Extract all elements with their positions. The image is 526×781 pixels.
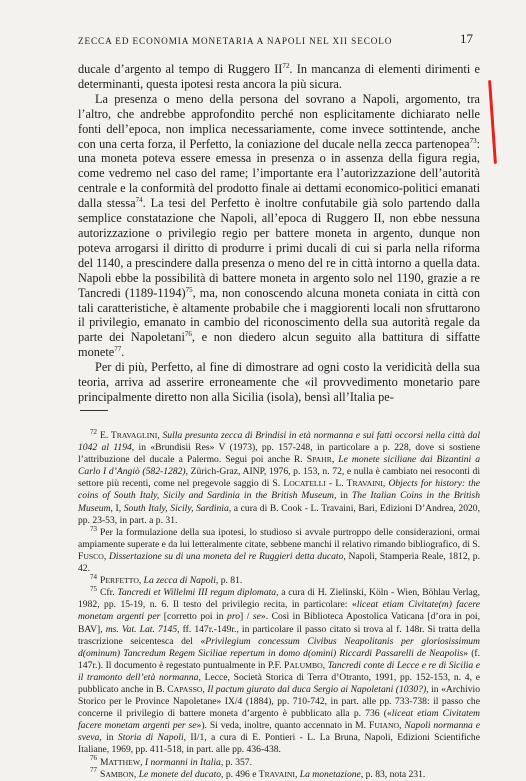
smallcaps-text: OCATELLI: [289, 479, 326, 489]
footnote-number: 73: [90, 524, 97, 533]
italic-text: liceat etiam Civitatem facere monetam argenti per se: [78, 708, 480, 732]
paragraph: [78, 92, 480, 360]
red-margin-mark: [488, 80, 497, 164]
page-number: 17: [460, 31, 473, 46]
text-run: . La tesi del Perfetto è inoltre confutabile già solo partendo dalla semplice constatazione che Napoli, all’epoca di Ruggero II, non ebbe nessuna autorizzazione o privilegio regio per battere moneta in argento, dunque non poteva arrogarsi il diritto di produrre i primi ducali di cui si parla nella riforma del 1140, a prescindere dalla presenza o meno del re in città intorno a quella data. Napoli ebbe la possibilità di battere moneta in argento solo nel 1190, grazie a re Tancredi (1189-1194): [78, 196, 480, 300]
paragraph: [78, 360, 480, 405]
text-run: P: [100, 575, 106, 587]
italic-text: I normanni in Italia: [144, 756, 221, 768]
text-run: , p. 357.: [220, 756, 252, 768]
italic-text: La monetazione: [299, 768, 361, 780]
footnote-ref: 75: [185, 285, 193, 294]
text-run: , p. 83, nota 231.: [360, 768, 426, 780]
text-run: Per la formulazione della sua ipotesi, lo studioso si avvale purtroppo delle considerazioni, ormai ampiamente superate e da lui letteralmente citate, sebbene manchi il relativo rimando bibliografico, di S. F: [78, 526, 480, 562]
footnote-separator: [80, 410, 108, 411]
text-run: ducale d’argento al tempo di Ruggero II: [78, 62, 283, 76]
text-run: »). Si veda, inoltre, quanto accennato in M. F: [196, 720, 375, 732]
smallcaps-text: USCO: [83, 551, 104, 561]
smallcaps-text: UIANO: [374, 721, 400, 731]
text-run: ,: [138, 575, 144, 587]
footnotes: [78, 427, 481, 781]
text-run: .: [121, 345, 125, 360]
text-run: ,: [294, 768, 300, 780]
italic-text: Tancredi et Willelmi III regum diplomata: [117, 587, 277, 599]
text-run: , Zürich-Graz, AINP, 1976, p. 153, n. 72, e nulla è cambiato nei resoconti di settore più recenti, come nel pregevole saggio di S. L: [78, 466, 480, 490]
text-run: ,: [399, 720, 405, 732]
italic-text: The Italian Coins in the British Museum: [78, 490, 480, 514]
smallcaps-text: ATTHEW: [108, 757, 141, 767]
footnote: [78, 427, 481, 527]
text-run: ,: [140, 756, 145, 768]
italic-text: se: [252, 611, 261, 623]
italic-text: Le monete siciliane dai Bizantini a Carlo I d’Angiò (582-1282): [78, 454, 481, 478]
text-run: , a cura di B. Cook - L. Travaini, Bari, Edizioni D’Andrea, 2020, pp. 23-53, in part. a p. 31.: [78, 502, 480, 526]
text-run: , ma, non conoscendo alcuna moneta coniata in città con tali caratteristiche, è altamente probabile che i maggiorenti locali non sfruttarono il privilegio, emanato in cambio del riconoscimento della sua autorità regale da parte dei Napoletani: [78, 285, 480, 345]
text-run: , p. 496 e T: [221, 768, 265, 780]
italic-text: Dissertazione su di una moneta del re Ruggieri detta ducato: [108, 550, 344, 562]
smallcaps-text: AMBON: [105, 769, 134, 779]
footnote-number: 74: [90, 572, 97, 581]
italic-text: ms. Vat. Lat. 7145: [105, 623, 178, 635]
text-run: , II/1, a cura di E. Pontieri - L. La Bruna, Napoli, Edizioni Scientifiche Italiane, 1969, pp. 411-518, in part. alle pp. 436-438.: [78, 732, 480, 756]
footnote: [78, 572, 480, 587]
footnote-number: 75: [90, 585, 97, 594]
footnote-number: 72: [90, 427, 97, 436]
footnote: [78, 587, 480, 756]
italic-text: La zecca di Napoli: [143, 575, 216, 587]
text-run: ,: [382, 478, 389, 490]
footnote-ref: 76: [184, 330, 192, 339]
text-run: , e non diedero alcun seguito alla battitura di siffatte monete: [78, 330, 481, 360]
text-run: , in: [333, 490, 352, 502]
footnote: [78, 524, 480, 575]
italic-text: Napoli normanna e sveva: [78, 720, 480, 744]
text-run: ,: [202, 683, 208, 695]
italic-text: Privilegium concessum Civibus Neapolitanis per gloriosissimum d(ominum) Tancredum Regem Siciliae repertum in domo d(omini) Riccardi Passarelli de Neapolis: [78, 635, 480, 659]
text-run: ] /: [240, 611, 253, 623]
text-run: ,: [331, 454, 339, 466]
smallcaps-text: RAVAINI: [352, 479, 383, 489]
text-run: , I,: [110, 502, 124, 514]
text-run: , in: [99, 732, 118, 744]
smallcaps-text: ERFETTO: [105, 576, 139, 586]
footnote-ref: 72: [282, 61, 290, 70]
main-text: [78, 62, 480, 405]
text-run: ,: [103, 550, 109, 562]
text-run: M: [100, 756, 109, 768]
text-run: » (f. 147r.). Il documento è regestato puntualmente in P.F. P: [78, 647, 480, 671]
italic-text: South Italy, Sicily, Sardinia: [123, 502, 229, 514]
footnote-number: 77: [90, 766, 97, 775]
text-run: ,: [157, 430, 163, 441]
smallcaps-text: RAVAGLINI: [116, 431, 158, 440]
text-run: - L. T: [325, 478, 353, 490]
text-run: : una moneta poteva essere emessa in presenza o in assenza della figura regia, come vedremo nel caso del rame; l’importante era l’autorizzazione dell’autorità centrale e la conformità del prodotto finale ai dettami economico-politici emanati dalla stessa: [78, 136, 480, 211]
text-run: , p. 81.: [215, 575, 243, 587]
italic-text: Tancredi conte di Lecce e re di Sicilia e il tramonto dell’età normanna: [78, 659, 480, 683]
smallcaps-text: ALUMBO: [289, 660, 323, 670]
paragraph: [78, 62, 480, 92]
footnote-ref: 77: [114, 345, 122, 354]
footnote-ref: 74: [135, 196, 143, 205]
italic-text: Objects for history: the coins of South Italy, Sicily and Sardinia in the British Museum: [78, 478, 480, 502]
footnote-number: 76: [90, 754, 97, 763]
text-run: La presenza o meno della persona del sovrano a Napoli, argomento, tra l’altro, che andrebbe approfondito perché non esplicitamente dichiarato nelle fonti dell’epoca, non implica necessariamente, come invece sottintende, anche con una certa forza, il Perfetto, la coniazione del ducale nella zecca partenopea: [78, 91, 480, 151]
text-run: Per di più, Perfetto, al fine di dimostrare ad ogni costo la veridicità della sua teoria, arriva ad asserire erroneamente che «il provvedimento monetario pare principalmente diretto non alla Sicilia (isola), bensì all’Italia pe-: [78, 360, 480, 404]
smallcaps-text: APASSO: [173, 684, 203, 694]
italic-text: Sulla presunta zecca di Brindisi in età normanna e sui fatti occorsi nella città dal 1042 al 1194: [78, 430, 480, 454]
text-run: . In mancanza di elementi dirimenti e determinanti, questa ipotesi resta ancora la più sicura.: [78, 62, 480, 91]
running-head: ZECCA ED ECONOMIA MONETARIA A NAPOLI NEL XII SECOLO: [78, 36, 393, 46]
text-run: , a cura di H. Zielinski, Köln - Wien, Böhlau Verlag, 1982, pp. 15-19, n. 6. Il testo del privilegio recita, in particolare: «: [78, 587, 480, 611]
text-run: , ff. 147r.-149r., in particolare il passo citato si trova al f. 148r. Si tratta della trascrizione seicentesca del «: [78, 623, 480, 647]
italic-text: Storia di Napoli: [117, 732, 184, 744]
italic-text: Le monete del ducato: [138, 768, 222, 780]
text-run: Cfr.: [100, 587, 118, 599]
smallcaps-text: RAVAINI: [264, 769, 295, 779]
italic-text: liceat etiam Civitate(m) facere monetam argenti per: [78, 599, 480, 623]
text-run: , in «Archivio Storico per le Province Napoletane» IX/4 (1884), pp. 710-742, in part. alle pp. 733-738: il passo che concerne il privilegio di battere moneta d’argento è pubblicato alla p. 736 («: [78, 683, 481, 720]
text-run: E. T: [100, 430, 117, 441]
text-run: , Lecce, Società Storica di Terra d’Otranto, 1991, pp. 152-153, n. 4, e pubblicato anche in B. C: [78, 671, 480, 695]
smallcaps-text: PAHR: [312, 455, 332, 465]
text-run: ,: [322, 659, 328, 671]
footnote: [78, 754, 480, 769]
text-run: , in «Brundisii Res» V (1973), pp. 157-248, in particolare a p. 228, dove si sostiene l’attribuzione del ducale a Palermo. Segui poi anche R. S: [78, 442, 480, 466]
text-run: , Napoli, Stamperia Reale, 1812, p. 42.: [78, 550, 480, 575]
text-run: S: [100, 768, 106, 780]
text-run: ». Così in Biblioteca Apostolica Vaticana [d’ora in poi, BAV],: [78, 611, 480, 635]
footnote-ref: 73: [469, 136, 477, 145]
italic-text: pro: [227, 611, 241, 623]
text-run: ,: [133, 768, 139, 780]
italic-text: Il pactum giurato dal duca Sergio ai Napoletani (1030?): [207, 683, 427, 695]
footnote: [78, 766, 480, 781]
text-run: [corretto poi in: [160, 611, 228, 623]
